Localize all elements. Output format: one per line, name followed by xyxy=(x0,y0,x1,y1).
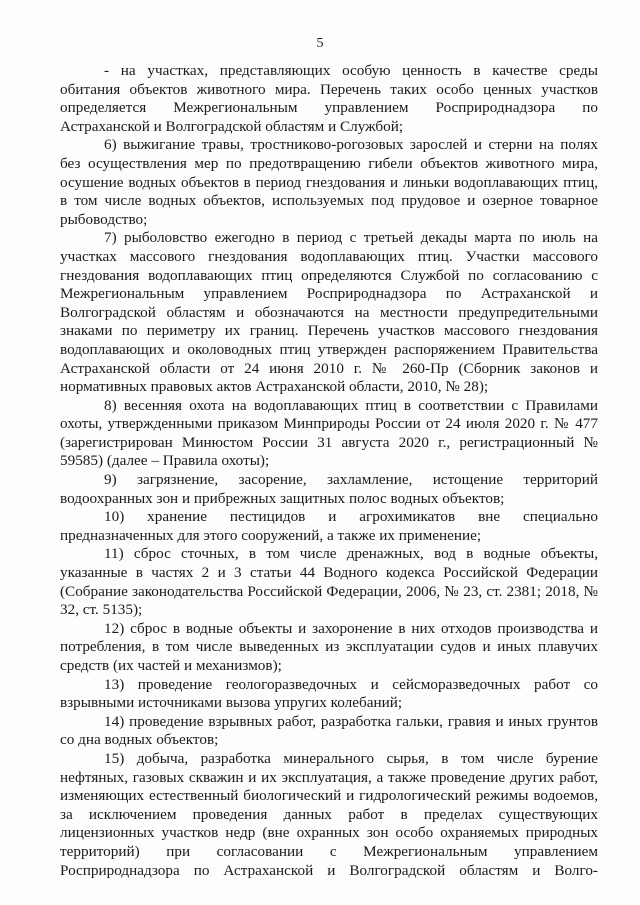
paragraph-item-6: 6) выжигание травы, тростниково-рогозовых зарослей и стерни на полях без осуществления мер по предотвращению гибели объектов животного мира, осушение водных объектов в период гнездования и линьки водоплавающих птиц, в том числе водных объектов, используемых под прудовое и озерное товарное рыбоводство; xyxy=(60,136,598,228)
paragraph-item-11: 11) сброс сточных, в том числе дренажных, вод в водные объекты, указанные в частях 2 и 3 статьи 44 Водного кодекса Российской Федерации (Собрание законодательства Российской Федерации, 2006, № 23, ст. 2381; 2018, № 32, ст. 5135); xyxy=(60,545,598,619)
paragraph-item-9: 9) загрязнение, засорение, захламление, истощение территорий водоохранных зон и прибрежных защитных полос водных объектов; xyxy=(60,471,598,507)
paragraph-item-15: 15) добыча, разработка минерального сырья, в том числе бурение нефтяных, газовых скважин и их эксплуатация, а также проведение других работ, изменяющих естественный биологический и гидрологический режимы водоемов, за исключением проведения данных работ в пределах существующих лицензионных участков недр (вне охранных зон особо охраняемых природных территорий) при согласовании с Межрегиональным управлением Росприроднадзора по Астраханской и Волгоградской областям и Волго- xyxy=(60,749,598,879)
body-text xyxy=(60,62,598,880)
paragraph-item-10: 10) хранение пестицидов и агрохимикатов вне специально предназначенных для этого сооружений, а также их применение; xyxy=(60,508,598,544)
paragraph-item-12: 12) сброс в водные объекты и захоронение в них отходов производства и потребления, в том числе выведенных из эксплуатации судов и иных плавучих средств (их частей и механизмов); xyxy=(60,619,598,674)
paragraph-item-13: 13) проведение геологоразведочных и сейсморазведочных работ со взрывными источниками вызова упругих колебаний; xyxy=(60,675,598,712)
paragraph-item-8: 8) весенняя охота на водоплавающих птиц в соответствии с Правилами охоты, утвержденными приказом Минприроды России от 24 июля 2020 г. № 477 (зарегистрирован Минюстом России 31 августа 2020 г., регистрационный № 59585) (далее – Правила охоты); xyxy=(60,396,598,470)
paragraph-habitat: - на участках, представляющих особую ценность в качестве среды обитания объектов животного мира. Перечень таких особо ценных участков определяется Межрегиональным управлением Росприроднадзора по Астраханской и Волгоградской областям и Службой; xyxy=(60,62,598,135)
page-number: 5 xyxy=(316,36,324,51)
paragraph-item-14: 14) проведение взрывных работ, разработка гальки, гравия и иных грунтов со дна водных объектов; xyxy=(60,712,598,749)
paragraph-item-7: 7) рыболовство ежегодно в период с третьей декады марта по июль на участках массового гнездования водоплавающих птиц. Участки массового гнездования водоплавающих птиц определяются Службой по согласованию с Межрегиональным управлением Росприроднадзора по Астраханской и Волгоградской областям и обозначаются на местности предупредительными знаками по периметру их границ. Перечень участков массового гнездования водоплавающих и околоводных птиц утвержден распоряжением Правительства Астраханской области от 24 июня 2010 г. № 260-Пр (Сборник законов и нормативных правовых актов Астраханской области, 2010, № 28); xyxy=(60,229,598,396)
